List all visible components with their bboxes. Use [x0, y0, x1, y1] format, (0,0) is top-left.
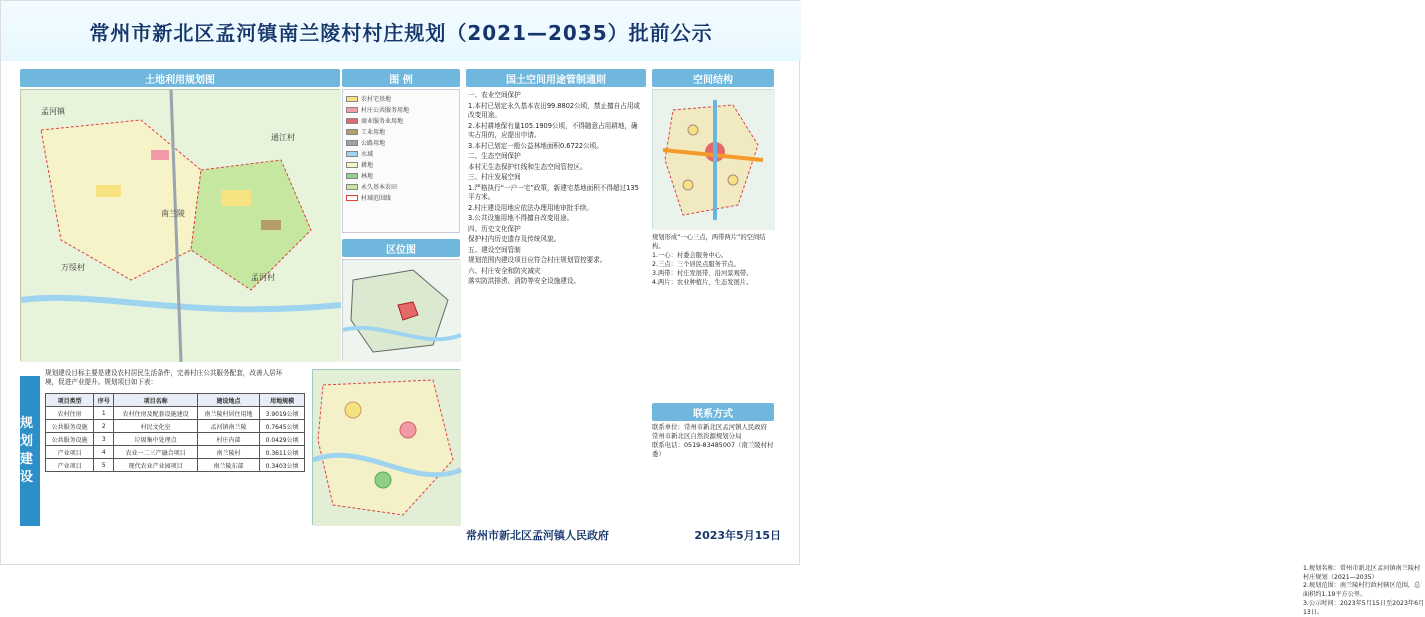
- note-line: 2.规划范围：南兰陵村行政村辖区范围，总面积约1.19平方公里。: [1303, 582, 1421, 599]
- legend-item: 公路用地: [346, 137, 456, 148]
- land-use-header: 土地利用规划图: [20, 69, 340, 87]
- land-use-map-graphic: [21, 90, 341, 362]
- concept-intro: 规划建设目标主要是建设农村居民生活条件，完善村庄公共服务配套，改善人居环境，促进产业提升。规划项目如下表：: [45, 369, 283, 386]
- table-header: 项目类型: [46, 394, 94, 407]
- policy-line: 2.村庄建设用地应依法办理用地审批手续。: [468, 203, 593, 212]
- table-header: 项目名称: [114, 394, 198, 407]
- legend-item: 村域范围线: [346, 192, 456, 203]
- government-name: 常州市新北区孟河镇人民政府: [466, 529, 609, 542]
- legend-item: 永久基本农田: [346, 181, 456, 192]
- legend-item: 林地: [346, 170, 456, 181]
- policy-line: 五、建设空间管制: [468, 245, 521, 254]
- spatial-line: 4.两片：农业种植片、生态发展片。: [652, 279, 753, 286]
- policy-line: 一、农业空间保护: [468, 91, 521, 99]
- map-label: 南兰陵: [161, 209, 185, 218]
- policy-line: 落实防洪排涝、消防等安全设施建设。: [468, 277, 581, 285]
- land-use-map: [20, 89, 340, 361]
- map-label: 孟河村: [251, 273, 275, 282]
- spatial-line: 3.两带：村庄发展带、沿河景观带。: [652, 270, 753, 277]
- table-row: 产业项目 5 现代农业产业园项目 南兰陵东部 0.3403公顷: [46, 459, 305, 472]
- policy-line: 二、生态空间保护: [468, 152, 521, 160]
- concept-map: [312, 369, 460, 525]
- policy-header: 国土空间用途管制通则: [466, 69, 646, 87]
- spatial-header: 空间结构: [652, 69, 774, 87]
- policy-line: 2.本村耕地保有量105.1909公顷，不得随意占用耕地，确实占用的，应提出申请。: [468, 121, 638, 139]
- note-line: 1.规划名称：常州市新北区孟河镇南兰陵村村庄规划（2021—2035）: [1303, 565, 1421, 581]
- policy-line: 四、历史文化保护: [468, 224, 521, 233]
- policy-line: 规划范围内建设项目应符合村庄规划管控要求。: [468, 256, 607, 264]
- publish-date: 2023年5月15日: [694, 529, 781, 542]
- project-table: [45, 393, 305, 472]
- spatial-structure-map: [652, 89, 774, 229]
- policy-line: 1.严格执行“一户一宅”政策，新建宅基地面积不得超过135平方米。: [468, 183, 639, 201]
- legend-item: 商业服务业用地: [346, 115, 456, 126]
- table-header: 用地规模: [260, 394, 305, 407]
- policy-line: 六、村庄安全和防灾减灾: [468, 266, 541, 275]
- table-row: 农村住房 1 农村住房及配套设施建设 南兰陵村居住用地 3.9019公顷: [46, 407, 305, 420]
- policy-line: 3.本村已划定一般公益林地面积0.6722公顷。: [468, 141, 603, 150]
- map-label: 万绥村: [61, 263, 85, 272]
- map-label: 孟河镇: [41, 107, 65, 116]
- spatial-line: 规划形成“一心三点，两带两片”的空间结构。: [652, 234, 766, 250]
- policy-line: 3.公共设施用地不得擅自改变用途。: [468, 214, 574, 222]
- note-line: 3.公示时间：2023年5月15日至2023年6月13日。: [1303, 599, 1425, 616]
- location-map-graphic: [343, 260, 461, 362]
- policy-line: 三、村庄发展空间: [468, 173, 521, 181]
- table-header: 建设地点: [197, 394, 259, 407]
- policy-text: [466, 89, 646, 517]
- legend: [342, 89, 460, 233]
- legend-item: 工业用地: [346, 126, 456, 137]
- notes: [1303, 565, 1425, 617]
- legend-header: 图 例: [342, 69, 460, 87]
- spatial-map-graphic: [653, 90, 775, 230]
- location-header: 区位图: [342, 239, 460, 257]
- table-row: 公共服务设施 2 村民文化室 孟河镇南兰陵 0.7645公顷: [46, 420, 305, 433]
- legend-item: 水域: [346, 148, 456, 159]
- legend-item: 耕地: [346, 159, 456, 170]
- table-header: 序号: [94, 394, 114, 407]
- page-title: 常州市新北区孟河镇南兰陵村村庄规划（2021—2035）批前公示: [1, 1, 801, 61]
- map-label: 通江村: [271, 133, 295, 142]
- policy-line: 保护村内历史遗存及传统风貌。: [468, 235, 561, 243]
- contact-line: 联系单位：常州市新北区孟河镇人民政府: [652, 423, 768, 431]
- contact-line: 常州市新北区自然资源规划分局: [652, 432, 742, 440]
- contact-line: 联系电话：0519-83485007（南兰陵村村委）: [652, 441, 774, 458]
- spatial-line: 1.一心：村委会服务中心。: [652, 252, 728, 259]
- concept-map-graphic: [313, 370, 461, 526]
- legend-item: 农村宅基地: [346, 93, 456, 104]
- table-row: 公共服务设施 3 垃圾集中处理点 村庄内部 0.0429公顷: [46, 433, 305, 446]
- concept-side-label: 规划建设: [20, 376, 40, 526]
- policy-line: 1.本村已划定永久基本农田99.8802公顷，禁止擅自占用或改变用途。: [468, 101, 641, 119]
- location-map: [342, 259, 460, 361]
- policy-line: 本村无生态保护红线和生态空间管控区。: [468, 162, 587, 171]
- legend-item: 村庄公共服务用地: [346, 104, 456, 115]
- contact-text: [652, 423, 774, 459]
- spatial-line: 2.三点：三个居民点服务节点。: [652, 261, 740, 268]
- table-row: 产业项目 4 农业一二三产融合项目 南兰陵村 0.3611公顷: [46, 446, 305, 459]
- contact-header: 联系方式: [652, 403, 774, 421]
